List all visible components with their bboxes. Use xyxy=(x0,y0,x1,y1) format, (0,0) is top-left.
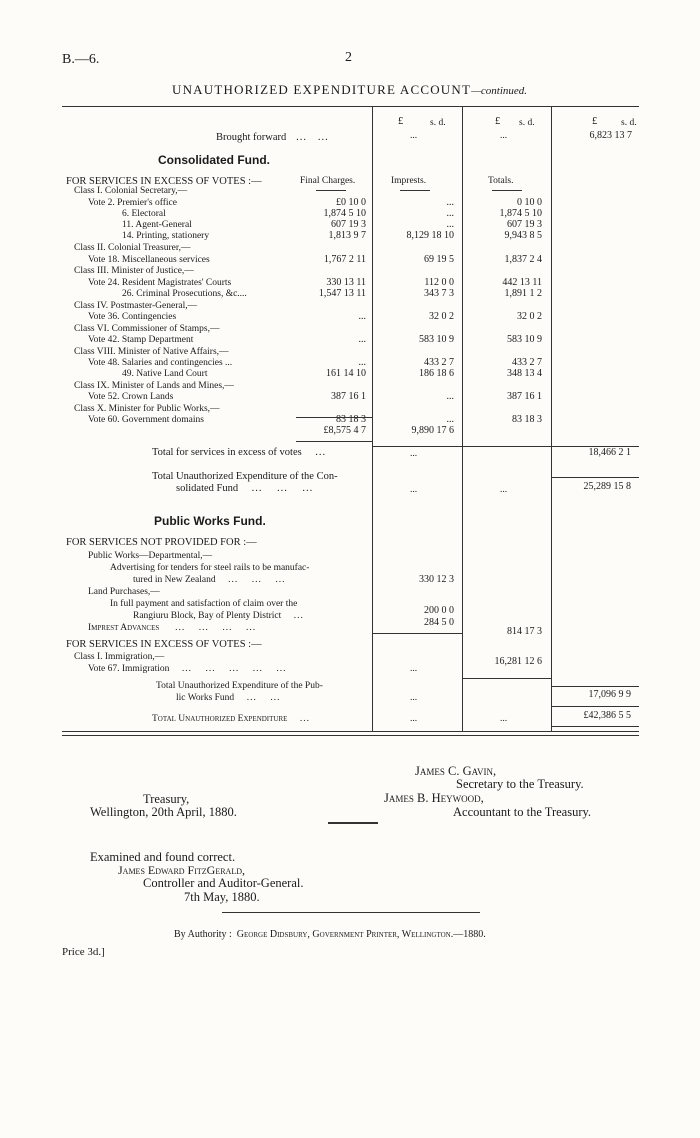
class-immigration: Class I. Immigration,— xyxy=(74,652,165,662)
imprest-cell: 343 7 3 xyxy=(424,288,454,299)
row-label: Vote 48. Salaries and contingencies ... xyxy=(88,358,233,368)
final-charge-cell: 161 14 10 xyxy=(326,368,366,379)
imprests-header: Imprests. xyxy=(391,176,427,186)
imprest-cell: ... xyxy=(446,197,454,208)
total-pw-amount: 17,096 9 9 xyxy=(588,689,631,700)
final-charge-cell: 1,874 5 10 xyxy=(323,208,366,219)
table-bottom-rule xyxy=(62,731,639,732)
final-charge-cell: ... xyxy=(358,334,366,345)
final-charge-cell: 330 13 11 xyxy=(326,277,366,288)
pw-departmental: Public Works—Departmental,— xyxy=(88,551,213,561)
total-cell: 1,837 2 4 xyxy=(504,254,542,265)
total-cell: 387 16 1 xyxy=(507,391,542,402)
auditor-date: 7th May, 1880. xyxy=(184,890,260,904)
final-charge-cell: 387 16 1 xyxy=(331,391,366,402)
row-label: Vote 2. Premier's office xyxy=(88,198,177,208)
treasury-label: Treasury, xyxy=(143,792,190,806)
total-excess-label: Total for services in excess of votes ... xyxy=(152,447,327,458)
final-charge-cell: £0 10 0 xyxy=(336,197,366,208)
total-pw-label-cont: lic Works Fund ... ... xyxy=(176,693,281,703)
total-cell: 83 18 3 xyxy=(512,414,542,425)
total-cell: 9,943 8 5 xyxy=(504,230,542,241)
imprest-cell: 583 10 9 xyxy=(419,334,454,345)
imprest-cell: 32 0 2 xyxy=(429,311,454,322)
section-excess-votes: FOR SERVICES IN EXCESS OF VOTES :— xyxy=(66,176,262,187)
column-divider xyxy=(551,106,552,732)
row-label: 6. Electoral xyxy=(122,209,166,219)
advertising-line-cont: tured in New Zealand ... ... ... xyxy=(133,575,286,585)
brought-forward-label: Brought forward ... ... xyxy=(216,132,329,143)
row-label: 14. Printing, stationery xyxy=(122,231,210,241)
row-label: Vote 18. Miscellaneous services xyxy=(88,255,210,265)
signatory-heywood-title: Accountant to the Treasury. xyxy=(453,805,592,819)
imprest-cell: 433 2 7 xyxy=(424,357,454,368)
vote-immigration: Vote 67. Immigration ... ... ... ... ... xyxy=(88,664,287,674)
land-amount: 200 0 0 xyxy=(424,605,454,616)
row-label: 26. Criminal Prosecutions, &c.... xyxy=(122,289,247,299)
row-label: Vote 36. Contingencies xyxy=(88,312,177,322)
advertising-line: Advertising for tenders for steel rails to be manufac- xyxy=(110,563,310,573)
imprest-advances-label: Imprest Advances ... ... ... ... xyxy=(88,623,257,633)
imprest-cell: ... xyxy=(446,208,454,219)
signatory-gavin: James C. Gavin, xyxy=(415,764,497,778)
row-label: Vote 42. Stamp Department xyxy=(88,335,194,345)
sd-header: s. d. xyxy=(621,118,637,128)
grand-total-amount: £42,386 5 5 xyxy=(583,710,631,721)
consolidated-fund-heading: Consolidated Fund. xyxy=(158,153,270,167)
imprest-cell: 69 19 5 xyxy=(424,254,454,265)
total-cell: 1,891 1 2 xyxy=(504,288,542,299)
final-charge-cell: ... xyxy=(358,311,366,322)
total-cf-label: Total Unauthorized Expenditure of the Con- xyxy=(152,471,338,482)
pound-header: £ xyxy=(592,116,598,127)
total-cell: 433 2 7 xyxy=(512,357,542,368)
imprests-sum: 9,890 17 6 xyxy=(411,425,454,436)
page-number: 2 xyxy=(345,50,352,65)
total-cf-label-cont: solidated Fund ... ... ... xyxy=(176,483,314,494)
sd-header: s. d. xyxy=(519,118,535,128)
row-label: Class VI. Commissioner of Stamps,— xyxy=(74,324,220,334)
imprest-cell: 8,129 18 10 xyxy=(406,230,454,241)
final-charges-sum: £8,575 4 7 xyxy=(323,425,366,436)
row-label: Vote 52. Crown Lands xyxy=(88,392,174,402)
total-cell: 607 19 3 xyxy=(507,219,542,230)
row-label: Class I. Colonial Secretary,— xyxy=(74,186,188,196)
document-reference: B.—6. xyxy=(62,52,100,67)
section-excess-votes-pw: FOR SERVICES IN EXCESS OF VOTES :— xyxy=(66,639,262,650)
final-charge-cell: 1,767 2 11 xyxy=(323,254,366,265)
final-charge-cell: 1,813 9 7 xyxy=(328,230,366,241)
public-works-heading: Public Works Fund. xyxy=(154,514,266,528)
total-cf-amount: 25,289 15 8 xyxy=(583,481,631,492)
treasury-date: Wellington, 20th April, 1880. xyxy=(90,805,237,819)
auditor-title: Controller and Auditor-General. xyxy=(143,876,304,890)
row-label: 11. Agent-General xyxy=(122,220,192,230)
total-pw-label: Total Unauthorized Expenditure of the Pub- xyxy=(156,681,323,691)
row-label: Class X. Minister for Public Works,— xyxy=(74,404,220,414)
imprest-cell: ... xyxy=(446,414,454,425)
brought-forward-total: 6,823 13 7 xyxy=(589,130,632,141)
land-line: In full payment and satisfaction of claim over the xyxy=(110,599,298,609)
row-label: Class IX. Minister of Lands and Mines,— xyxy=(74,381,234,391)
totals-header: Totals. xyxy=(488,176,514,186)
final-charge-cell: 1,547 13 11 xyxy=(318,288,366,299)
sd-header: s. d. xyxy=(430,118,446,128)
total-cell: 32 0 2 xyxy=(517,311,542,322)
final-charge-cell: 607 19 3 xyxy=(331,219,366,230)
total-cell: 0 10 0 xyxy=(517,197,542,208)
imprest-cell: 186 18 6 xyxy=(419,368,454,379)
imprest-cell: 112 0 0 xyxy=(424,277,454,288)
row-label: Class IV. Postmaster-General,— xyxy=(74,301,198,311)
final-charges-header: Final Charges. xyxy=(300,176,356,186)
row-label: Vote 24. Resident Magistrates' Courts xyxy=(88,278,232,288)
immigration-amount: 16,281 12 6 xyxy=(494,656,542,667)
column-divider xyxy=(372,106,373,732)
total-cell: 348 13 4 xyxy=(507,368,542,379)
final-charge-cell: 83 18 3 xyxy=(336,414,366,425)
row-label: Vote 60. Government domains xyxy=(88,415,204,425)
imprest-cell: ... xyxy=(446,391,454,402)
row-label: Class VIII. Minister of Native Affairs,— xyxy=(74,347,229,357)
pound-header: £ xyxy=(495,116,501,127)
final-charge-cell: ... xyxy=(358,357,366,368)
row-label: 49. Native Land Court xyxy=(122,369,208,379)
grand-total-label: Total Unauthorized Expenditure ... xyxy=(152,714,311,724)
printer-imprint: By Authority : George Didsbury, Government Printer, Wellington.—1880. xyxy=(174,929,486,940)
total-cell: 583 10 9 xyxy=(507,334,542,345)
price-label: Price 3d.] xyxy=(62,946,105,958)
imprest-advances-amount: 284 5 0 xyxy=(424,617,454,628)
total-cell: 1,874 5 10 xyxy=(499,208,542,219)
signatory-gavin-title: Secretary to the Treasury. xyxy=(456,777,584,791)
column-divider xyxy=(462,106,463,732)
pound-header: £ xyxy=(398,116,404,127)
row-label: Class III. Minister of Justice,— xyxy=(74,266,194,276)
total-cell: 442 13 11 xyxy=(502,277,542,288)
total-excess-amount: 18,466 2 1 xyxy=(588,447,631,458)
land-purchases: Land Purchases,— xyxy=(88,587,160,597)
imprest-cell: ... xyxy=(446,219,454,230)
auditor-name: James Edward FitzGerald, xyxy=(118,863,245,877)
row-label: Class II. Colonial Treasurer,— xyxy=(74,243,191,253)
section-not-provided: FOR SERVICES NOT PROVIDED FOR :— xyxy=(66,537,257,548)
advertising-amount: 330 12 3 xyxy=(419,574,454,585)
examined-label: Examined and found correct. xyxy=(90,850,236,864)
signatory-heywood: James B. Heywood, xyxy=(384,791,484,805)
land-line-cont: Rangiuru Block, Bay of Plenty District ... xyxy=(133,611,304,621)
page-title: UNAUTHORIZED EXPENDITURE ACCOUNT—continued. xyxy=(172,82,528,97)
pw-subtotal: 814 17 3 xyxy=(507,626,542,637)
